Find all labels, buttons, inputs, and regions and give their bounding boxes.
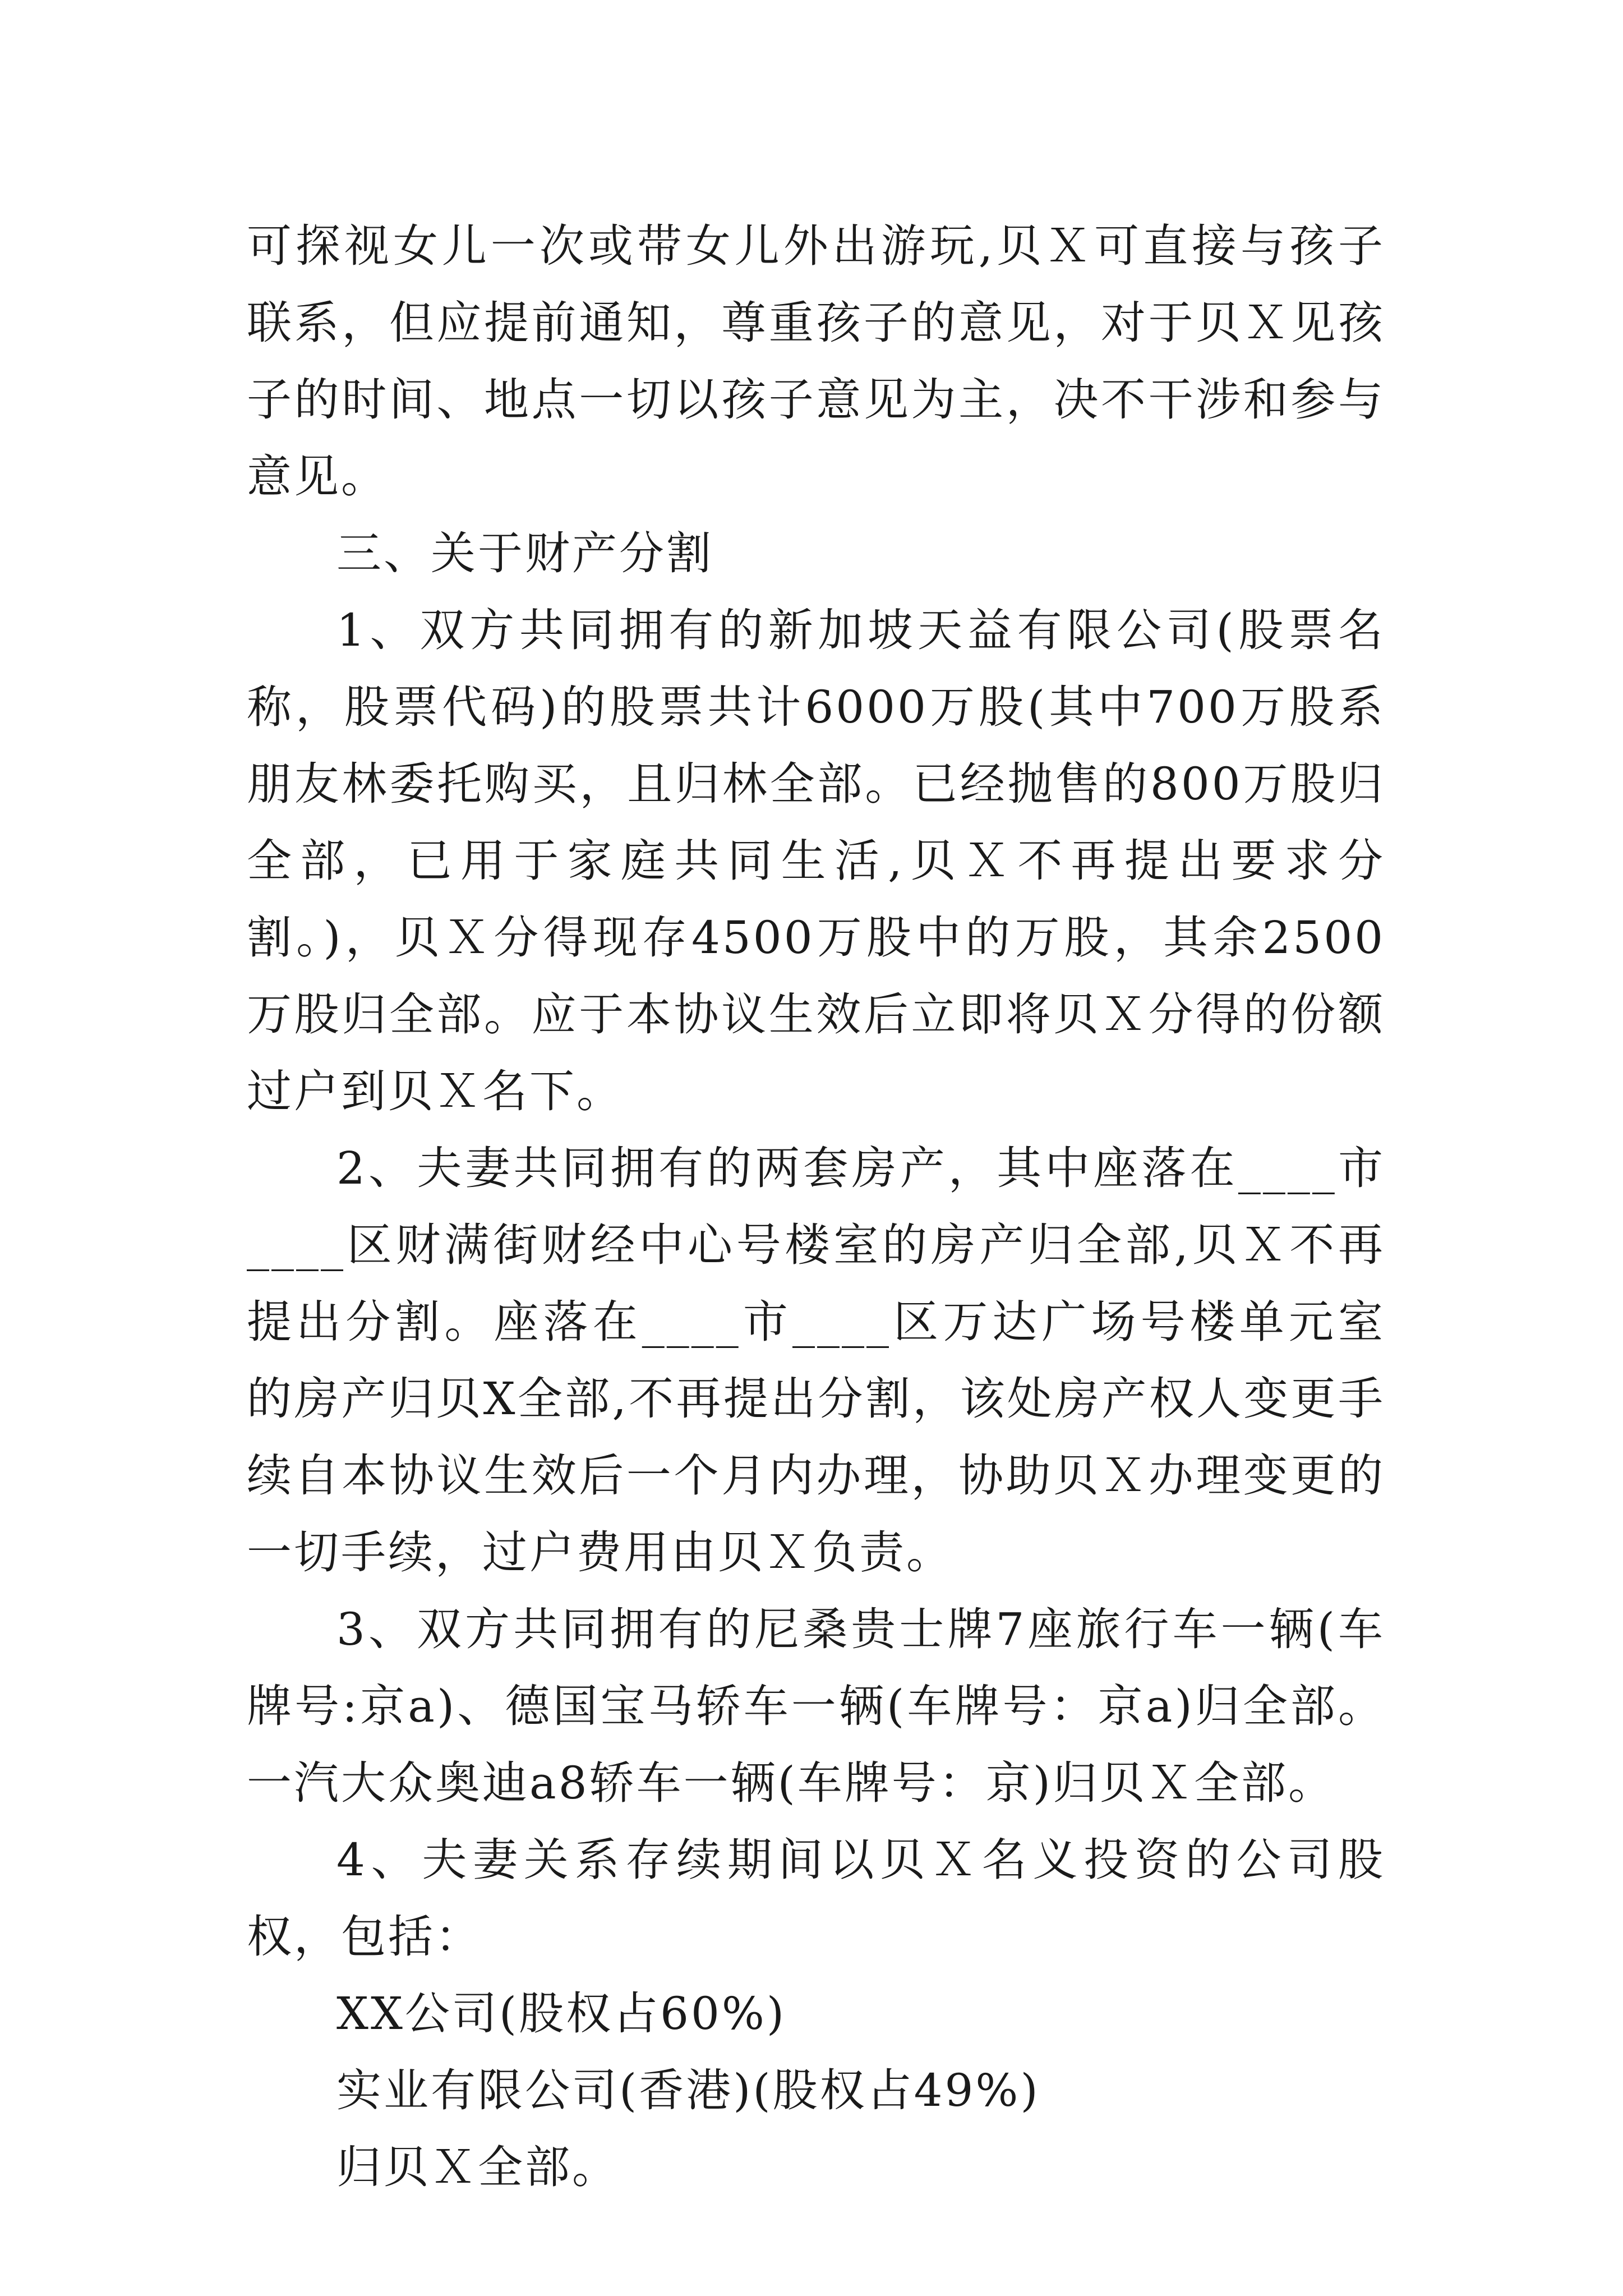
section-heading-property-division: 三、关于财产分割 (336, 527, 713, 579)
paragraph-clause-1-shares: 1、双方共同拥有的新加坡天益有限公司(股票名称，股票代码)的股票共计6000万股(其中700万股系朋友林委托购买，且归林全部。已经抛售的800万股归全部，已用于家庭共同生活,贝Ｘ不再提出要求分割。)，贝Ｘ分得现存4500万股中的万股，其余2500万股归全部。应于本协议生效后立即将贝Ｘ分得的份额过户到贝Ｘ名下。 (247, 604, 1385, 1117)
paragraph-clause-4-equity: 4、夫妻关系存续期间以贝Ｘ名义投资的公司股权，包括： (247, 1834, 1385, 1963)
paragraph-clause-2-real-estate: 2、夫妻共同拥有的两套房产，其中座落在____市____区财满街财经中心号楼室的房产归全部,贝Ｘ不再提出分割。座落在____市____区万达广场号楼单元室的房产归贝X全部,不再提出分割，该处房产权人变更手续自本协议生效后一个月内办理，协助贝Ｘ办理变更的一切手续，过户费用由贝Ｘ负责。 (247, 1142, 1385, 1579)
paragraph-clause-3-vehicles: 3、双方共同拥有的尼桑贵士牌7座旅行车一辆(车牌号:京a)、德国宝马轿车一辆(车牌号：京a)归全部。一汽大众奥迪a8轿车一辆(车牌号：京)归贝Ｘ全部。 (247, 1603, 1385, 1809)
document-body (247, 208, 1385, 2206)
list-item-industrial-company-hk: 实业有限公司(香港)(股权占49%) (336, 2064, 1040, 2116)
list-item-xx-company: XX公司(股权占60%) (336, 1987, 787, 2040)
list-item-ownership-statement: 归贝Ｘ全部。 (336, 2141, 619, 2193)
paragraph-visitation-continued: 可探视女儿一次或带女儿外出游玩,贝Ｘ可直接与孩子联系，但应提前通知，尊重孩子的意见，对于贝Ｘ见孩子的时间、地点一切以孩子意见为主，决不干涉和参与意见。 (247, 220, 1385, 503)
